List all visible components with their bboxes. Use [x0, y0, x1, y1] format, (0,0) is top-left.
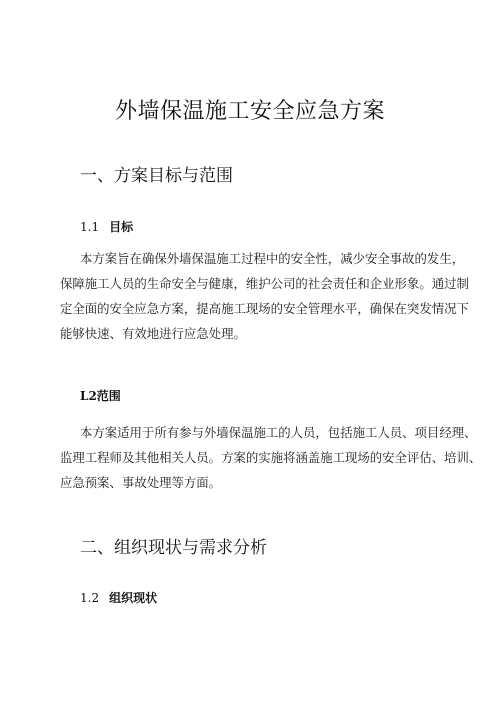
paragraph-line: 本方案旨在确保外墙保温施工过程中的安全性，减少安全事故的发生，: [80, 251, 465, 266]
paragraph-line: 保障施工人员的生命安全与健康，维护公司的社会责任和企业形象。通过制: [60, 276, 469, 291]
subsection-number: 1.2: [80, 591, 100, 605]
subsection-label: 组织现状: [109, 591, 158, 605]
paragraph-line: 定全面的安全应急方案，提高施工现场的安全管理水平，确保在突发情况下: [60, 301, 469, 316]
subsection-heading-goal: [80, 218, 133, 235]
paragraph-line: 应急预案、事故处理等方面。: [60, 475, 222, 490]
document-title: 外墙保温施工安全应急方案: [114, 99, 385, 124]
paragraph-line: 监理工程师及其他相关人员。方案的实施将涵盖施工现场的安全评估、培训、: [60, 450, 482, 465]
subsection-heading-scope: L2范围: [80, 389, 121, 403]
paragraph-line: 本方案适用于所有参与外墙保温施工的人员，包括施工人员、项目经理、: [80, 425, 477, 440]
goal-paragraph: [60, 246, 469, 346]
section-heading-1: 一、方案目标与范围: [80, 166, 233, 186]
subsection-label: 目标: [109, 220, 134, 234]
scope-paragraph: [60, 420, 482, 495]
section-heading-2: 二、组织现状与需求分析: [80, 538, 267, 558]
paragraph-line: 能够快速、有效地进行应急处理。: [60, 326, 246, 341]
subsection-heading-org-status: [80, 589, 157, 606]
subsection-number: 1.1: [80, 220, 100, 234]
